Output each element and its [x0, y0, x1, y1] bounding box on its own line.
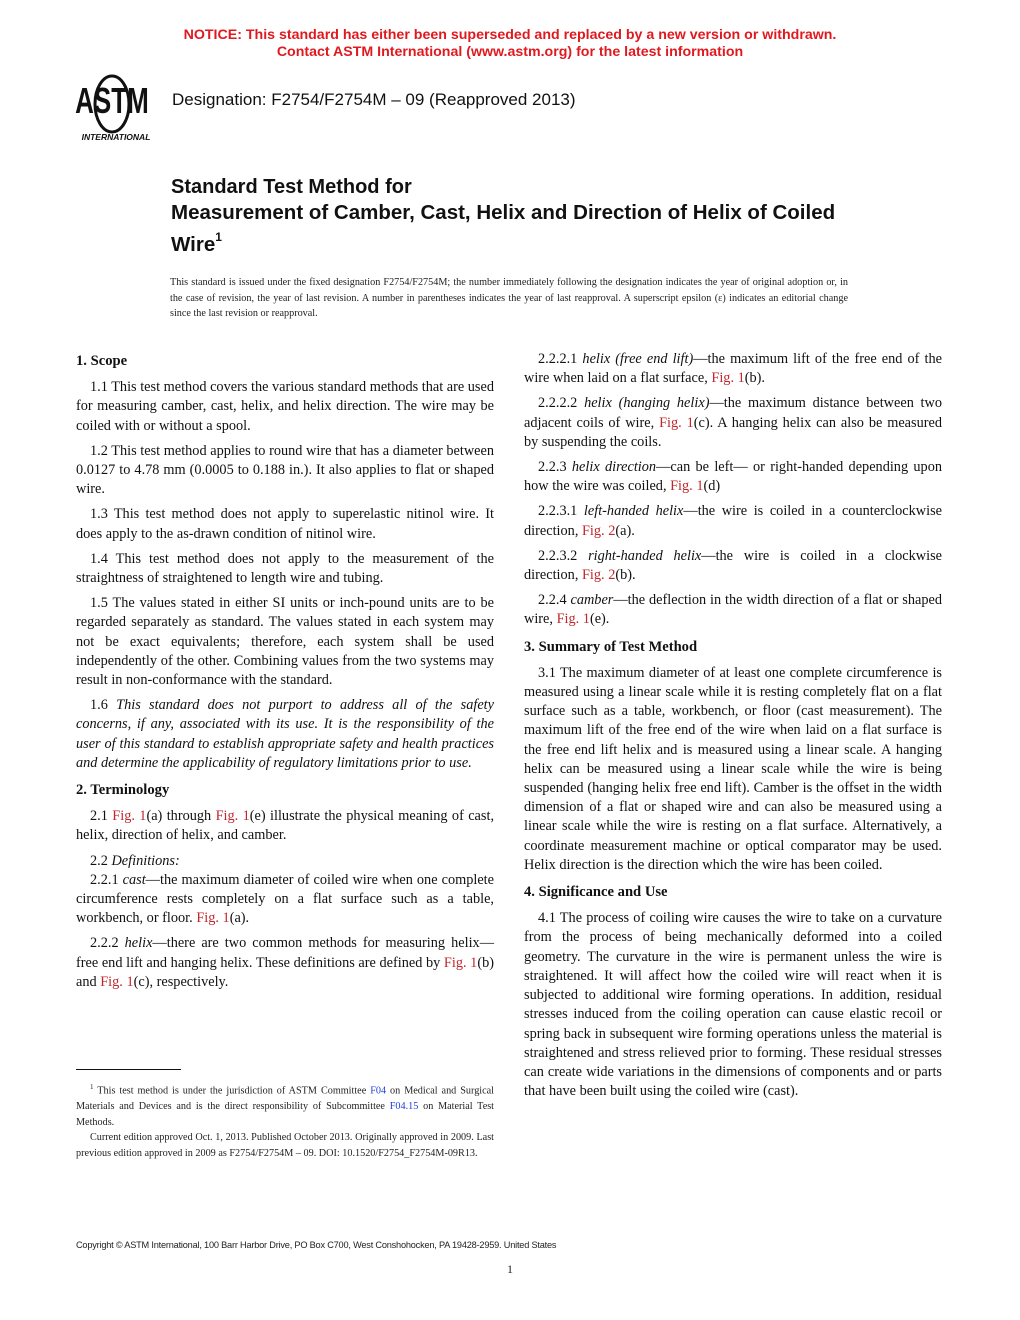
footnote-edition: Current edition approved Oct. 1, 2013. Published October 2013. Originally approved in 2009. Last previous edition approved in 2009 as F2754/F2754M – 09. DOI: 10.1520/F2754_F2754M-09R13.	[76, 1132, 494, 1159]
title-line-1: Standard Test Method for	[171, 176, 412, 198]
paragraph-2-1: 2.1 Fig. 1(a) through Fig. 1(e) illustrate the physical meaning of cast, helix, direction of helix, and camber.	[76, 808, 495, 844]
paragraph-3-1: 3.1 The maximum diameter of at least one complete circumference is measured using a linear scale while it is resting completely flat on a flat surface such as a table, workbench, or floor (cast measurement). The maximum lift of the free end of the wire when laid on a flat surface is the free end lift helix and is measured using a linear scale. A hanging helix can be measured using a linear scale while the wire is being suspended (hanging helix free end lift). Camber is the offset in the width dimension of a flat or shaped wire and can also be measured using a linear scale while the wire is resting on a flat surface. Alternatively, a coordinate measurement machine or optical comparator may be used. Helix direction is the direction which the wire has been coiled.	[524, 664, 942, 873]
left-column	[76, 350, 494, 998]
figure-link[interactable]: Fig. 1	[196, 910, 230, 927]
issue-statement: This standard is issued under the fixed designation F2754/F2754M; the number immediately following the designation indicates the year of original adoption or, in the case of revision, the year of last revision. A number in parentheses indicates the year of last reapproval. A superscript epsilon (ε) indicates an editorial change since the last revision or reapproval.	[170, 277, 848, 319]
figure-link[interactable]: Fig. 1	[670, 478, 704, 495]
paragraph-2-2-3-1: 2.2.3.1 left-handed helix—the wire is coiled in a counterclockwise direction, Fig. 2(a).	[524, 503, 942, 539]
paragraph-2-2-4: 2.2.4 camber—the deflection in the width direction of a flat or shaped wire, Fig. 1(e).	[524, 592, 942, 628]
committee-link-f04[interactable]: F04	[370, 1085, 387, 1097]
paragraph-1-5: 1.5 The values stated in either SI units or inch-pound units are to be regarded separately as standard. The values stated in each system may not be exact equivalents; therefore, each system shall be used independently of the other. Combining values from the two systems may result in non-conformance with the standard.	[76, 595, 494, 689]
designation: Designation: F2754/F2754M – 09 (Reapproved 2013)	[172, 90, 576, 109]
withdrawn-notice	[0, 27, 1020, 61]
notice-line-2: Contact ASTM International (www.astm.org) for the latest information	[276, 44, 744, 60]
right-column	[524, 350, 942, 1107]
paragraph-4-1: 4.1 The process of coiling wire causes the wire to take on a curvature from the process of being mechanically deformed into a coiled geometry. The curvature in the wire is permanent unless the wire is straightened. It will affect how the coiled wire will react when it is subjected to additional wire forming operations. In addition, residual stresses induced from the coiling operation can cause elastic recoil or spring back in subsequent wire forming operations unless the material is straightened and stress relieved prior to forming. These residual stresses can create wide variations in the dimensions of components and or parts that have been built using the coiled wire (cast).	[524, 910, 942, 1100]
notice-line-1: NOTICE: This standard has either been superseded and replaced by a new version or withdrawn.	[183, 27, 837, 43]
figure-link[interactable]: Fig. 1	[711, 370, 745, 387]
page-number: 1	[507, 1262, 513, 1276]
paragraph-1-1: 1.1 This test method covers the various standard methods that are used for measuring camber, cast, helix, and helix direction. The wire may be coiled with or without a spool.	[76, 379, 494, 434]
figure-link[interactable]: Fig. 1	[100, 973, 134, 990]
paragraph-2-2-2: 2.2.2 helix—there are two common methods for measuring helix—free end lift and hanging helix. These definitions are defined by Fig. 1(b) and Fig. 1(c), respectively.	[76, 935, 494, 990]
paragraph-1-6: 1.6 This standard does not purport to address all of the safety concerns, if any, associated with its use. It is the responsibility of the user of this standard to establish appropriate safety and health practices and determine the applicability of regulatory limitations prior to use.	[76, 697, 494, 771]
footnote-1: $^1$ This test method is under the jurisdiction of ASTM Committee F04 on Medical and Surgical Materials and Devices and is the direct responsibility of Subcommittee F04.15 on Material Test Methods.	[76, 1083, 495, 1128]
svg-text:INTERNATIONAL: INTERNATIONAL	[81, 132, 151, 142]
figure-link[interactable]: Fig. 2	[581, 522, 616, 539]
figure-link[interactable]: Fig. 1	[659, 414, 694, 431]
figure-link[interactable]: Fig. 1	[556, 611, 590, 628]
copyright-line: Copyright © ASTM International, 100 Barr Harbor Drive, PO Box C700, West Conshohocken, PA 19428-2959. United States	[76, 1240, 557, 1250]
section-heading-significance: 4. Significance and Use	[524, 884, 668, 901]
figure-link[interactable]: Fig. 2	[581, 567, 616, 584]
paragraph-2-2-2-2: 2.2.2.2 helix (hanging helix)—the maximum distance between two adjacent coils of wire, Fig. 1(c). A hanging helix can also be measured by suspending the coils.	[524, 395, 943, 450]
footnote	[76, 1080, 494, 1161]
figure-link[interactable]: Fig. 1	[443, 954, 478, 971]
paragraph-2-2-1: 2.2.1 cast—the maximum diameter of coiled wire when one complete circumference rests completely on a flat surface such as a table, workbench, or floor. Fig. 1(a).	[76, 871, 494, 927]
figure-link[interactable]: Fig. 1	[112, 808, 147, 825]
figure-link[interactable]: Fig. 1	[215, 808, 250, 825]
paragraph-1-4: 1.4 This test method does not apply to the measurement of the straightness of straightened to length wire and tubing.	[76, 550, 494, 587]
section-heading-terminology: 2. Terminology	[76, 782, 170, 799]
paragraph-2-2-3-2: 2.2.3.2 right-handed helix—the wire is coiled in a clockwise direction, Fig. 2(b).	[524, 547, 942, 584]
paragraph-2-2: 2.2 Definitions:	[90, 852, 180, 869]
subcommittee-link-f04-15[interactable]: F04.15	[389, 1100, 419, 1112]
title-line-2: Measurement of Camber, Cast, Helix and Direction of Helix of Coiled Wire$^1$	[171, 201, 836, 256]
section-heading-scope: 1. Scope	[76, 353, 128, 369]
paragraph-1-3: 1.3 This test method does not apply to superelastic nitinol wire. It does apply to the as-drawn condition of nitinol wire.	[76, 506, 494, 542]
paragraph-2-2-3: 2.2.3 helix direction—can be left— or right-handed depending upon how the wire was coiled, Fig. 1(d)	[524, 459, 943, 495]
title-footnote-mark[interactable]: 1	[215, 230, 222, 244]
section-heading-summary: 3. Summary of Test Method	[524, 638, 698, 655]
paragraph-1-2: 1.2 This test method applies to round wire that has a diameter between 0.0127 to 4.78 mm (0.0005 to 0.188 in.). It also applies to flat or shaped wire.	[76, 442, 494, 498]
document-title	[171, 175, 871, 258]
svg-text:ASTM: ASTM	[75, 79, 149, 122]
footnote-divider	[76, 1069, 181, 1070]
astm-international-logo-icon	[72, 74, 160, 144]
paragraph-2-2-2-1: 2.2.2.1 helix (free end lift)—the maximum lift of the free end of the wire when laid on a flat surface, Fig. 1(b).	[524, 351, 942, 387]
